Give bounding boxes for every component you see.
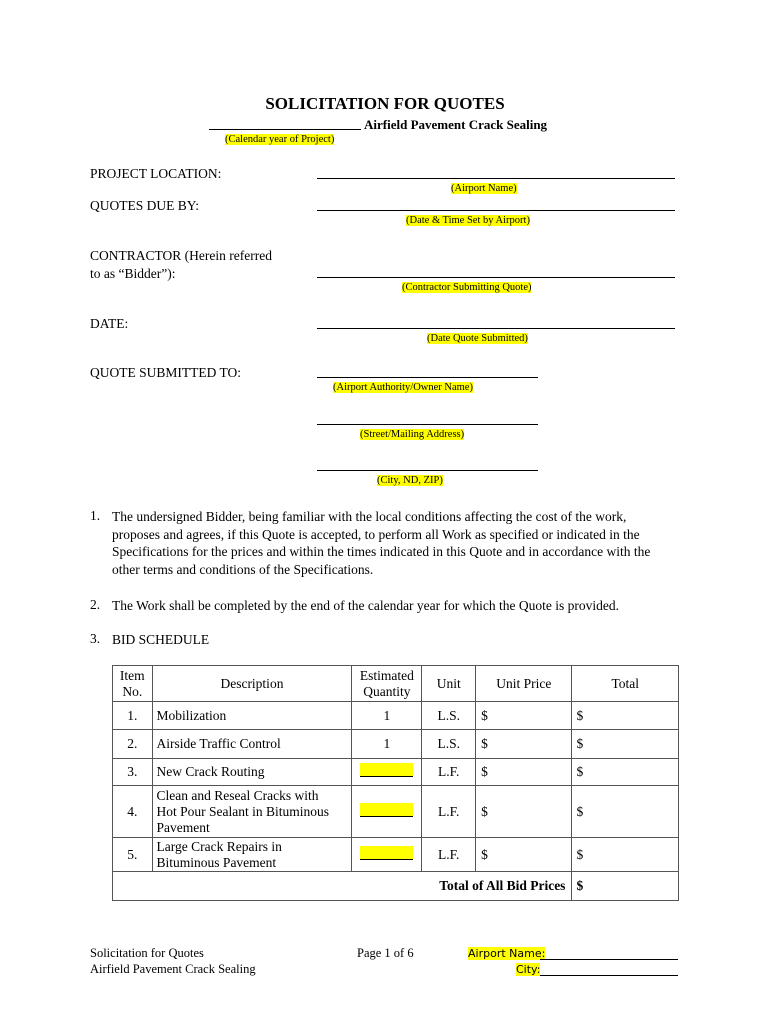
quantity-blank[interactable] [360,803,413,817]
footer-airport-field[interactable] [540,959,678,960]
row-unit-price[interactable]: $ [476,702,572,730]
row-item-no: 5. [113,838,153,872]
row-unit: L.F. [422,759,476,786]
row-item-no: 2. [113,730,153,759]
owner-name-field[interactable] [317,377,538,378]
row-quantity-field[interactable] [352,759,422,786]
row-unit-price[interactable]: $ [476,730,572,759]
row-item-no: 3. [113,759,153,786]
footer-airport-label: Airport Name: [468,947,546,960]
table-total-row [113,872,679,901]
row-unit-price[interactable]: $ [476,786,572,838]
page-title: SOLICITATION FOR QUOTES [265,94,505,113]
quantity-blank[interactable] [360,763,413,777]
row-total[interactable]: $ [572,702,679,730]
row-total[interactable]: $ [572,759,679,786]
quotes-due-caption: (Date & Time Set by Airport) [406,215,530,226]
owner-name-caption: (Airport Authority/Owner Name) [333,382,473,393]
date-field[interactable] [317,328,675,329]
item-2-number: 2. [90,597,101,612]
street-address-field[interactable] [317,424,538,425]
row-quantity-field[interactable] [352,786,422,838]
table-row [113,702,679,730]
row-unit-price[interactable]: $ [476,759,572,786]
date-caption: (Date Quote Submitted) [427,333,528,344]
quantity-blank[interactable] [360,846,413,860]
header-unit-price: Unit Price [476,666,572,702]
street-address-caption: (Street/Mailing Address) [360,429,465,440]
row-description: New Crack Routing [152,759,352,786]
table-row [113,786,679,838]
row-unit: L.S. [422,702,476,730]
item-1-number: 1. [90,508,101,523]
row-item-no: 1. [113,702,153,730]
table-header-row [113,666,679,702]
city-zip-field[interactable] [317,470,538,471]
project-location-caption: (Airport Name) [451,183,517,194]
header-description: Description [152,666,352,702]
item-2-text: The Work shall be completed by the end of the calendar year for which the Quote is provided. [112,598,619,613]
contractor-caption: (Contractor Submitting Quote) [402,282,532,293]
year-blank[interactable] [209,129,361,130]
header-quantity: Estimated Quantity [352,666,422,702]
table-row [113,730,679,759]
total-label: Total of All Bid Prices [113,872,572,901]
bid-schedule-heading: BID SCHEDULE [112,632,210,647]
row-unit: L.S. [422,730,476,759]
row-description: Mobilization [152,702,352,730]
footer-city-label: City: [516,963,541,976]
footer-left-line1: Solicitation for Quotes [90,946,204,960]
date-label: DATE: [90,316,129,331]
row-description: Clean and Reseal Cracks with Hot Pour Sealant in Bituminous Pavement [152,786,352,838]
row-description: Airside Traffic Control [152,730,352,759]
contractor-label-line1: CONTRACTOR (Herein referred [90,248,272,263]
submitted-to-label: QUOTE SUBMITTED TO: [90,365,241,380]
quotes-due-field[interactable] [317,210,675,211]
contractor-label-line2: to as “Bidder”): [90,266,176,281]
row-total[interactable]: $ [572,730,679,759]
footer-city-field[interactable] [540,975,678,976]
page-number: Page 1 of 6 [357,946,414,960]
item-1-text: The undersigned Bidder, being familiar with the local conditions affecting the cost of the work, proposes and agrees, if this Quote is accepted, to perform all Work as specified or indicated in the Specifications for the prices and within the times indicated in this Quote and in accordance with the other terms and conditions of the Specifications. [112,509,651,577]
page-subtitle: Airfield Pavement Crack Sealing [364,117,548,132]
bid-schedule-table [112,665,679,901]
row-item-no: 4. [113,786,153,838]
table-row [113,759,679,786]
header-total: Total [572,666,679,702]
city-zip-caption: (City, ND, ZIP) [377,475,443,486]
row-unit-price[interactable]: $ [476,838,572,872]
header-item-no: Item No. [113,666,153,702]
row-total[interactable]: $ [572,838,679,872]
project-location-label: PROJECT LOCATION: [90,166,222,181]
total-value[interactable]: $ [572,872,679,901]
row-quantity: 1 [352,730,422,759]
quotes-due-label: QUOTES DUE BY: [90,198,200,213]
header-unit: Unit [422,666,476,702]
footer-left-line2: Airfield Pavement Crack Sealing [90,962,256,976]
row-unit: L.F. [422,838,476,872]
year-caption: (Calendar year of Project) [225,134,335,145]
table-row [113,838,679,872]
row-quantity: 1 [352,702,422,730]
row-total[interactable]: $ [572,786,679,838]
row-quantity-field[interactable] [352,838,422,872]
row-unit: L.F. [422,786,476,838]
contractor-field[interactable] [317,277,675,278]
project-location-field[interactable] [317,178,675,179]
row-description: Large Crack Repairs in Bituminous Pavement [152,838,352,872]
item-3-number: 3. [90,631,101,646]
